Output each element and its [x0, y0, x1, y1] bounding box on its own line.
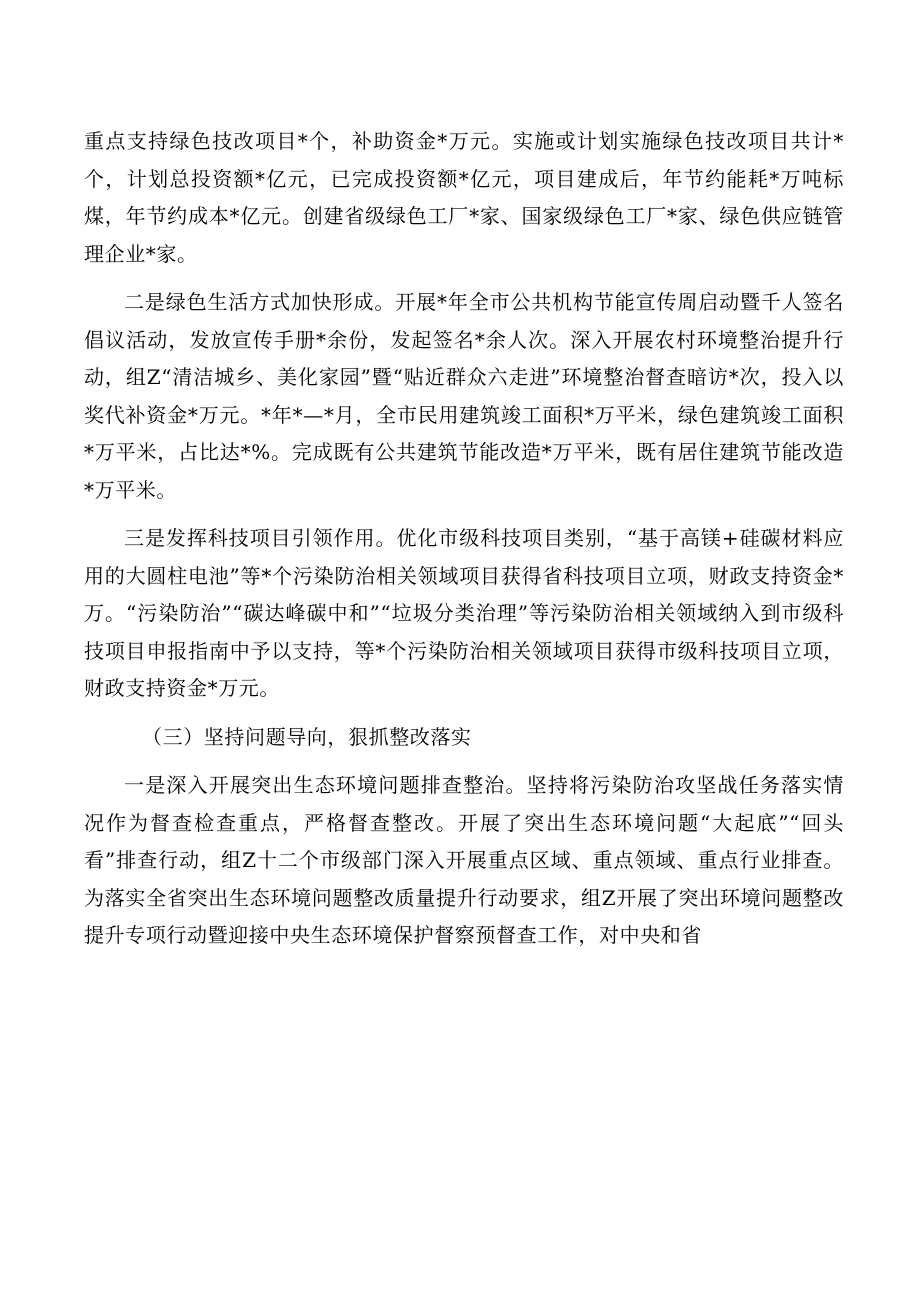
- section-heading-problem-oriented: （三）坚持问题导向，狠抓整改落实: [142, 724, 472, 749]
- paragraph-green-tech-projects: 重点支持绿色技改项目*个，补助资金*万元。实施或计划实施绿色技改项目共计*个，计划总投资额*亿元，已完成投资额*亿元，项目建成后，年节约能耗*万吨标煤，年节约成本*亿元。创建省级绿色工厂*家、国家级绿色工厂*家、绿色供应链管理企业*家。: [84, 129, 844, 266]
- paragraph-green-lifestyle: 二是绿色生活方式加快形成。开展*年全市公共机构节能宣传周启动暨千人签名倡议活动，发放宣传手册*余份，发起签名*余人次。深入开展农村环境整治提升行动，组Z“清洁城乡、美化家园”暨“贴近群众六走进”环境整治督查暗访*次，投入以奖代补资金*万元。*年*—*月，全市民用建筑竣工面积*万平米，绿色建筑竣工面积*万平米，占比达*%。完成既有公共建筑节能改造*万平米，既有居住建筑节能改造*万平米。: [84, 290, 844, 502]
- paragraph-eco-problem-inspection: 一是深入开展突出生态环境问题排查整治。坚持将污染防治攻坚战任务落实情况作为督查检查重点，严格督查整改。开展了突出生态环境问题“大起底”“回头看”排查行动，组Z十二个市级部门深入开展重点区域、重点领域、重点行业排查。为落实全省突出生态环境问题整改质量提升行动要求，组Z开展了突出环境问题整改提升专项行动暨迎接中央生态环境保护督察预督查工作，对中央和省: [84, 773, 844, 947]
- paragraph-sci-tech-projects: 三是发挥科技项目引领作用。优化市级科技项目类别，“基于高镁+硅碳材料应用的大圆柱电池”等*个污染防治相关领域项目获得省科技项目立项，财政支持资金*万。“污染防治”“碳达峰碳中和”“垃圾分类治理”等污染防治相关领域纳入到市级科技项目申报指南中予以支持，等*个污染防治相关领域项目获得市级科技项目立项，财政支持资金*万元。: [84, 526, 844, 700]
- document-body: [84, 123, 844, 966]
